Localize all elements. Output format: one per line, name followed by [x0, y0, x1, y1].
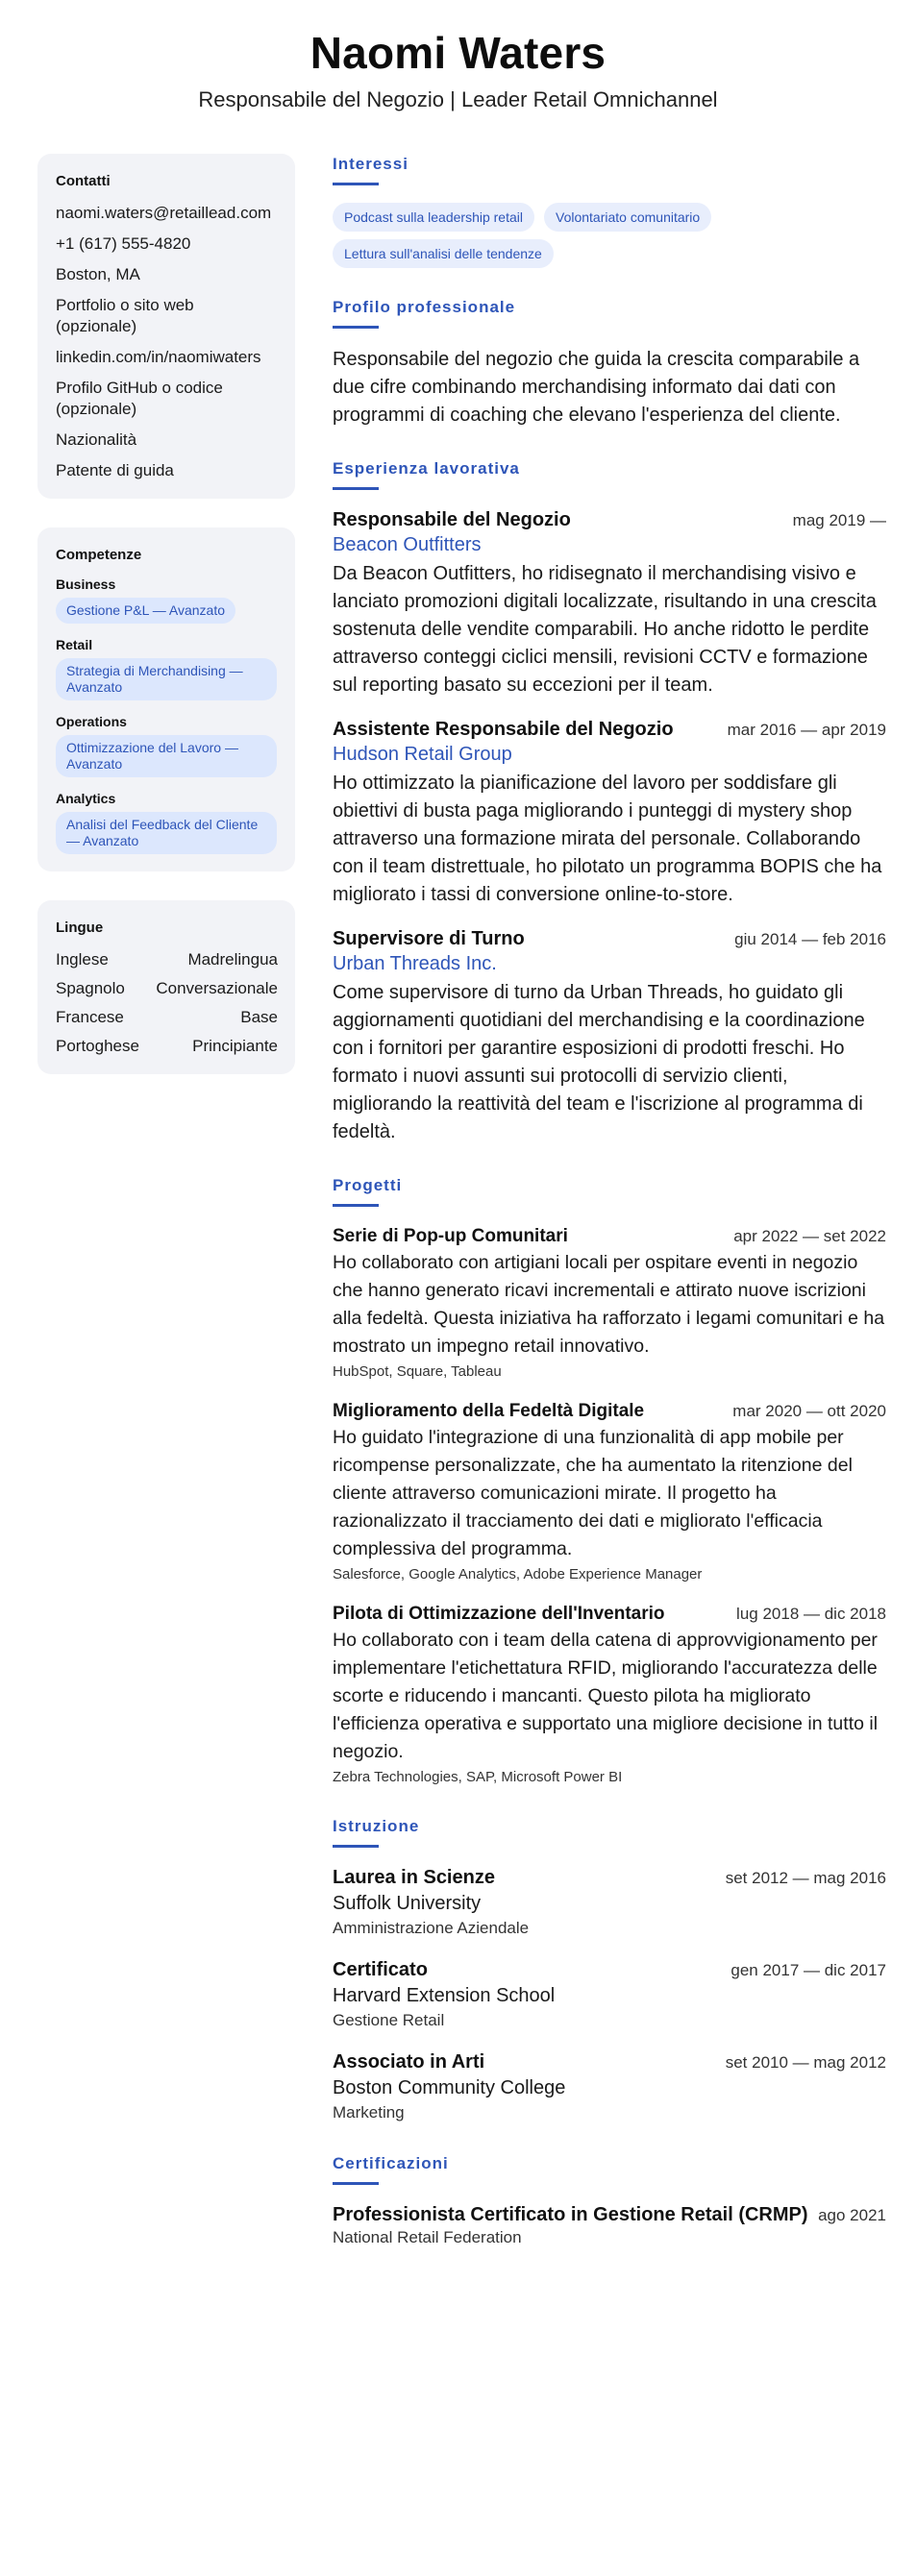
contact-linkedin[interactable]: linkedin.com/in/naomiwaters	[56, 348, 261, 366]
experience-section	[333, 458, 886, 1146]
skill-pill: Strategia di Merchandising — Avanzato	[56, 658, 277, 700]
job-title: Assistente Responsabile del Negozio	[333, 719, 674, 740]
job-title: Supervisore di Turno	[333, 928, 525, 949]
education-entry	[333, 1865, 886, 1940]
language-row	[56, 949, 278, 970]
project-date: lug 2018 — dic 2018	[736, 1605, 886, 1623]
language-row	[56, 1036, 278, 1057]
education-entry-header	[333, 1865, 886, 1890]
contacts-card	[37, 154, 295, 499]
section-divider	[333, 1204, 379, 1207]
skill-pill: Gestione P&L — Avanzato	[56, 598, 235, 624]
certification-name: Professionista Certificato in Gestione Retail (CRMP)	[333, 2204, 808, 2225]
language-name: Inglese	[56, 950, 109, 969]
language-level: Principiante	[192, 1037, 278, 1055]
projects-title: Progetti	[333, 1176, 403, 1194]
section-divider	[333, 487, 379, 490]
project-entry-header	[333, 1602, 886, 1627]
contact-portfolio: Portfolio o sito web (opzionale)	[56, 296, 194, 335]
project-name: Serie di Pop-up Comunitari	[333, 1226, 568, 1246]
school-name: Boston Community College	[333, 2077, 566, 2098]
education-section	[333, 1816, 886, 2124]
language-level: Base	[240, 1008, 278, 1026]
skill-pill: Ottimizzazione del Lavoro — Avanzato	[56, 735, 277, 777]
skill-category: Analytics	[56, 791, 116, 806]
contact-license: Patente di guida	[56, 461, 174, 479]
main-column	[333, 154, 886, 2277]
resume-header	[0, 29, 916, 112]
section-divider	[333, 2182, 379, 2185]
profile-summary: Responsabile del negozio che guida la crescita comparabile a due cifre combinando merchandising informato dai dati con programmi di coaching che elevano l'esperienza del cliente.	[333, 349, 860, 426]
project-tech: HubSpot, Square, Tableau	[333, 1363, 502, 1380]
contact-github: Profilo GitHub o codice (opzionale)	[56, 379, 223, 418]
certifications-title: Certificazioni	[333, 2154, 449, 2172]
certification-date: ago 2021	[818, 2206, 886, 2224]
interest-tag: Lettura sull'analisi delle tendenze	[333, 239, 554, 268]
contact-location: Boston, MA	[56, 265, 140, 283]
skill-category: Operations	[56, 714, 127, 729]
language-name: Francese	[56, 1008, 124, 1026]
certification-issuer: National Retail Federation	[333, 2228, 522, 2246]
language-name: Portoghese	[56, 1037, 139, 1055]
education-date: set 2010 — mag 2012	[725, 2053, 886, 2072]
experience-entry-header	[333, 507, 886, 532]
skill-pill: Analisi del Feedback del Cliente — Avanzato	[56, 812, 277, 854]
skill-group	[56, 791, 278, 854]
degree-name: Laurea in Scienze	[333, 1867, 495, 1888]
skills-card	[37, 527, 295, 871]
education-entry-header	[333, 2049, 886, 2074]
interest-tags	[333, 203, 784, 268]
job-description: Come supervisore di turno da Urban Threads, ho guidato gli aggiornamenti quotidiani del merchandising e la coordinazione con i fornitori per garantire esposizioni di prodotti freschi. Ho formato i nuovi assunti sui protocolli di servizio clienti, migliorando la reattività del team e l'iscrizione al programma di fedeltà.	[333, 982, 865, 1142]
interests-section	[333, 154, 886, 268]
interest-tag: Volontariato comunitario	[544, 203, 711, 232]
language-row	[56, 1007, 278, 1028]
language-level: Conversazionale	[156, 979, 278, 997]
project-tech: Salesforce, Google Analytics, Adobe Experience Manager	[333, 1566, 703, 1582]
education-title: Istruzione	[333, 1817, 420, 1835]
job-description: Da Beacon Outfitters, ho ridisegnato il merchandising visivo e lanciato promozioni digitali localizzate, risultando in una crescita sostenuta delle vendite comparabili. Ho anche ridotto le perdite attraverso conteggi ciclici mensili, revisioni CCTV e formazione sul reporting basato su eccezioni per il team.	[333, 563, 877, 696]
languages-card	[37, 900, 295, 1074]
interest-tag: Podcast sulla leadership retail	[333, 203, 534, 232]
contact-phone[interactable]: +1 (617) 555-4820	[56, 234, 191, 253]
project-date: mar 2020 — ott 2020	[732, 1402, 886, 1420]
experience-entry	[333, 926, 886, 1146]
skill-group	[56, 714, 278, 777]
field-of-study: Amministrazione Aziendale	[333, 1919, 530, 1937]
project-entry-header	[333, 1224, 886, 1249]
project-entry	[333, 1602, 886, 1787]
interests-title: Interessi	[333, 155, 408, 173]
project-description: Ho collaborato con i team della catena di approvvigionamento per implementare l'etichettatura RFID, migliorando l'accuratezza delle scorte e riducendo i mancanti. Questo pilota ha migliorato l'efficienza operativa e supportato una migliore decisione in tutto il negozio.	[333, 1630, 879, 1762]
experience-entry-header	[333, 926, 886, 951]
profile-section	[333, 297, 886, 429]
project-name: Pilota di Ottimizzazione dell'Inventario	[333, 1604, 665, 1624]
education-entry	[333, 1957, 886, 2032]
education-date: gen 2017 — dic 2017	[730, 1961, 886, 1979]
job-date: mar 2016 — apr 2019	[727, 721, 886, 739]
school-name: Suffolk University	[333, 1893, 482, 1914]
education-entry-header	[333, 1957, 886, 1982]
experience-entry	[333, 717, 886, 909]
experience-entry-header	[333, 717, 886, 742]
contact-email[interactable]: naomi.waters@retaillead.com	[56, 204, 272, 222]
education-date: set 2012 — mag 2016	[725, 1869, 886, 1887]
degree-name: Associato in Arti	[333, 2051, 485, 2073]
company-name: Urban Threads Inc.	[333, 953, 497, 974]
project-entry-header	[333, 1399, 886, 1424]
sidebar	[37, 154, 295, 1103]
skill-group	[56, 577, 278, 624]
language-name: Spagnolo	[56, 979, 125, 997]
profile-title: Profilo professionale	[333, 298, 516, 316]
project-date: apr 2022 — set 2022	[733, 1227, 886, 1245]
job-title: Responsabile del Negozio	[333, 509, 571, 530]
skill-category: Retail	[56, 637, 93, 652]
candidate-subtitle: Responsabile del Negozio | Leader Retail Omnichannel	[198, 86, 718, 111]
job-date: giu 2014 — feb 2016	[734, 930, 886, 948]
job-description: Ho ottimizzato la pianificazione del lavoro per soddisfare gli obiettivi di busta paga migliorando i punteggi di mystery shop attraverso una formazione mirata del personale. Collaborando con il team distrettuale, ho pilotato un programma BOPIS che ha migliorato i tassi di conversione online-to-store.	[333, 773, 882, 905]
certification-entry-header	[333, 2202, 886, 2227]
skills-title: Competenze	[56, 547, 142, 563]
skill-group	[56, 637, 278, 700]
field-of-study: Marketing	[333, 2103, 405, 2122]
field-of-study: Gestione Retail	[333, 2011, 445, 2029]
certifications-section	[333, 2153, 886, 2248]
education-entry	[333, 2049, 886, 2124]
degree-name: Certificato	[333, 1959, 428, 1980]
contact-nationality: Nazionalità	[56, 430, 137, 449]
project-description: Ho guidato l'integrazione di una funzionalità di app mobile per ricompense personalizzate, che ha aumentato la ritenzione del cliente attraverso comunicazioni mirate. Il progetto ha razionalizzato il tracciamento dei dati e migliorato l'efficacia complessiva del programma.	[333, 1427, 853, 1559]
candidate-name: Naomi Waters	[309, 28, 607, 78]
school-name: Harvard Extension School	[333, 1985, 556, 2006]
language-row	[56, 978, 278, 999]
project-entry	[333, 1224, 886, 1382]
company-name: Hudson Retail Group	[333, 744, 512, 765]
company-name: Beacon Outfitters	[333, 534, 482, 555]
certification-entry	[333, 2202, 886, 2248]
section-divider	[333, 183, 379, 185]
skill-category: Business	[56, 577, 116, 592]
languages-title: Lingue	[56, 920, 104, 936]
project-name: Miglioramento della Fedeltà Digitale	[333, 1401, 645, 1421]
project-tech: Zebra Technologies, SAP, Microsoft Power BI	[333, 1769, 623, 1785]
contacts-title: Contatti	[56, 173, 111, 189]
project-description: Ho collaborato con artigiani locali per ospitare eventi in negozio che hanno generato ricavi incrementali e attirato nuove iscrizioni alla fedeltà. Questa iniziativa ha rafforzato i legami comunitari e ha mostrato un impegno retail innovativo.	[333, 1252, 885, 1357]
project-entry	[333, 1399, 886, 1584]
experience-title: Esperienza lavorativa	[333, 459, 520, 478]
language-level: Madrelingua	[187, 950, 278, 969]
projects-section	[333, 1175, 886, 1787]
job-date: mag 2019 —	[792, 511, 886, 529]
experience-entry	[333, 507, 886, 699]
section-divider	[333, 1845, 379, 1848]
section-divider	[333, 326, 379, 329]
